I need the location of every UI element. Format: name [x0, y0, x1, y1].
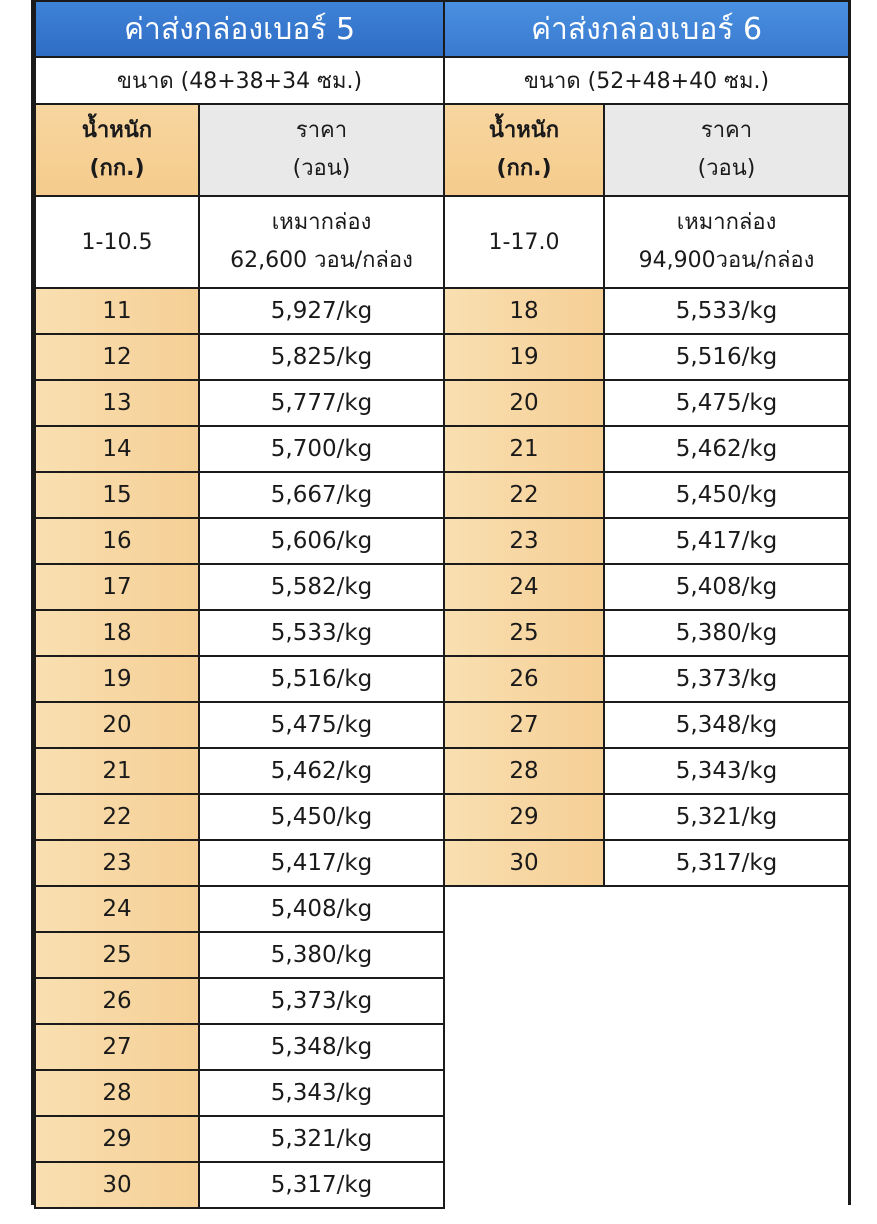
table-row	[444, 656, 849, 702]
box5-weight-header-unit: (กก.)	[89, 156, 145, 181]
box5-weight-header-label: น้ำหนัก	[81, 118, 153, 143]
weight-cell: 27	[444, 702, 604, 748]
weight-cell: 11	[35, 288, 199, 334]
table-row	[35, 334, 444, 380]
box6-flat-rate-price	[604, 196, 849, 288]
table-row	[35, 1116, 444, 1162]
box5-flat-rate-price	[199, 196, 444, 288]
table-row	[35, 380, 444, 426]
price-cell: 5,321/kg	[604, 794, 849, 840]
box5-flat-rate-row	[35, 196, 444, 288]
box6-rate-table	[443, 0, 850, 887]
weight-cell: 26	[444, 656, 604, 702]
weight-cell: 21	[35, 748, 199, 794]
box5-flat-rate-label: เหมากล่อง	[271, 210, 372, 235]
weight-cell: 20	[444, 380, 604, 426]
table-row	[444, 518, 849, 564]
weight-cell: 24	[444, 564, 604, 610]
weight-cell: 18	[35, 610, 199, 656]
box6-weight-header	[444, 104, 604, 196]
price-cell: 5,582/kg	[199, 564, 444, 610]
weight-cell: 21	[444, 426, 604, 472]
price-cell: 5,825/kg	[199, 334, 444, 380]
table-row	[444, 702, 849, 748]
weight-cell: 28	[35, 1070, 199, 1116]
price-cell: 5,667/kg	[199, 472, 444, 518]
price-cell: 5,317/kg	[199, 1162, 444, 1208]
box5-rate-table	[34, 0, 445, 1209]
price-cell: 5,343/kg	[604, 748, 849, 794]
table-row	[444, 288, 849, 334]
price-cell: 5,348/kg	[604, 702, 849, 748]
weight-cell: 16	[35, 518, 199, 564]
weight-cell: 28	[444, 748, 604, 794]
table-row	[444, 610, 849, 656]
table-row	[35, 932, 444, 978]
box5-weight-header	[35, 104, 199, 196]
weight-cell: 25	[35, 932, 199, 978]
weight-cell: 14	[35, 426, 199, 472]
table-row	[444, 564, 849, 610]
box6-weight-header-unit: (กก.)	[496, 156, 552, 181]
price-cell: 5,380/kg	[604, 610, 849, 656]
table-row	[35, 656, 444, 702]
price-cell: 5,373/kg	[604, 656, 849, 702]
price-cell: 5,348/kg	[199, 1024, 444, 1070]
table-row	[35, 518, 444, 564]
price-cell: 5,700/kg	[199, 426, 444, 472]
weight-cell: 30	[444, 840, 604, 886]
table-row	[35, 702, 444, 748]
price-cell: 5,373/kg	[199, 978, 444, 1024]
weight-cell: 19	[444, 334, 604, 380]
box6-weight-header-label: น้ำหนัก	[488, 118, 560, 143]
price-cell: 5,533/kg	[604, 288, 849, 334]
weight-cell: 17	[35, 564, 199, 610]
table-row	[35, 840, 444, 886]
table-row	[35, 978, 444, 1024]
weight-cell: 23	[444, 518, 604, 564]
weight-cell: 18	[444, 288, 604, 334]
weight-cell: 26	[35, 978, 199, 1024]
box6-price-header-label: ราคา	[700, 118, 753, 143]
table-row	[35, 1024, 444, 1070]
table-row	[35, 426, 444, 472]
weight-cell: 23	[35, 840, 199, 886]
table-row	[35, 288, 444, 334]
box5-flat-rate-weight: 1-10.5	[35, 196, 199, 288]
price-cell: 5,317/kg	[604, 840, 849, 886]
box6-flat-rate-weight: 1-17.0	[444, 196, 604, 288]
weight-cell: 24	[35, 886, 199, 932]
box5-price-header-label: ราคา	[295, 118, 348, 143]
box5-title: ค่าส่งกล่องเบอร์ 5	[35, 1, 444, 57]
price-cell: 5,516/kg	[199, 656, 444, 702]
box5-price-header-unit: (วอน)	[292, 156, 351, 181]
table-row	[444, 840, 849, 886]
price-cell: 5,417/kg	[604, 518, 849, 564]
box5-price-header	[199, 104, 444, 196]
price-cell: 5,380/kg	[199, 932, 444, 978]
box6-price-header-unit: (วอน)	[697, 156, 756, 181]
box5-flat-rate-amount: 62,600 วอน/กล่อง	[230, 248, 413, 273]
box6-rate-table-wrapper	[443, 0, 848, 887]
price-cell: 5,533/kg	[199, 610, 444, 656]
weight-cell: 15	[35, 472, 199, 518]
box6-flat-rate-amount: 94,900วอน/กล่อง	[638, 248, 815, 273]
price-cell: 5,321/kg	[199, 1116, 444, 1162]
weight-cell: 22	[444, 472, 604, 518]
weight-cell: 29	[444, 794, 604, 840]
price-cell: 5,475/kg	[199, 702, 444, 748]
weight-cell: 19	[35, 656, 199, 702]
table-row	[35, 794, 444, 840]
table-row	[444, 472, 849, 518]
price-cell: 5,606/kg	[199, 518, 444, 564]
weight-cell: 25	[444, 610, 604, 656]
weight-cell: 29	[35, 1116, 199, 1162]
box5-size: ขนาด (48+38+34 ซม.)	[35, 57, 444, 104]
table-row	[35, 472, 444, 518]
weight-cell: 13	[35, 380, 199, 426]
price-cell: 5,462/kg	[604, 426, 849, 472]
table-row	[35, 748, 444, 794]
price-cell: 5,450/kg	[604, 472, 849, 518]
price-cell: 5,462/kg	[199, 748, 444, 794]
price-cell: 5,516/kg	[604, 334, 849, 380]
table-row	[35, 1070, 444, 1116]
table-row	[444, 794, 849, 840]
table-row	[35, 886, 444, 932]
weight-cell: 20	[35, 702, 199, 748]
box6-size: ขนาด (52+48+40 ซม.)	[444, 57, 849, 104]
price-cell: 5,450/kg	[199, 794, 444, 840]
price-cell: 5,408/kg	[604, 564, 849, 610]
box6-price-header	[604, 104, 849, 196]
weight-cell: 12	[35, 334, 199, 380]
price-cell: 5,343/kg	[199, 1070, 444, 1116]
weight-cell: 30	[35, 1162, 199, 1208]
price-cell: 5,777/kg	[199, 380, 444, 426]
table-row	[35, 564, 444, 610]
price-cell: 5,927/kg	[199, 288, 444, 334]
price-cell: 5,408/kg	[199, 886, 444, 932]
weight-cell: 22	[35, 794, 199, 840]
table-row	[444, 748, 849, 794]
box6-flat-rate-row	[444, 196, 849, 288]
box6-title: ค่าส่งกล่องเบอร์ 6	[444, 1, 849, 57]
table-row	[35, 1162, 444, 1208]
price-cell: 5,417/kg	[199, 840, 444, 886]
box5-rate-table-wrapper	[34, 0, 443, 1209]
table-row	[444, 426, 849, 472]
table-row	[444, 380, 849, 426]
price-cell: 5,475/kg	[604, 380, 849, 426]
table-row	[444, 334, 849, 380]
weight-cell: 27	[35, 1024, 199, 1070]
box6-flat-rate-label: เหมากล่อง	[676, 210, 777, 235]
table-row	[35, 610, 444, 656]
